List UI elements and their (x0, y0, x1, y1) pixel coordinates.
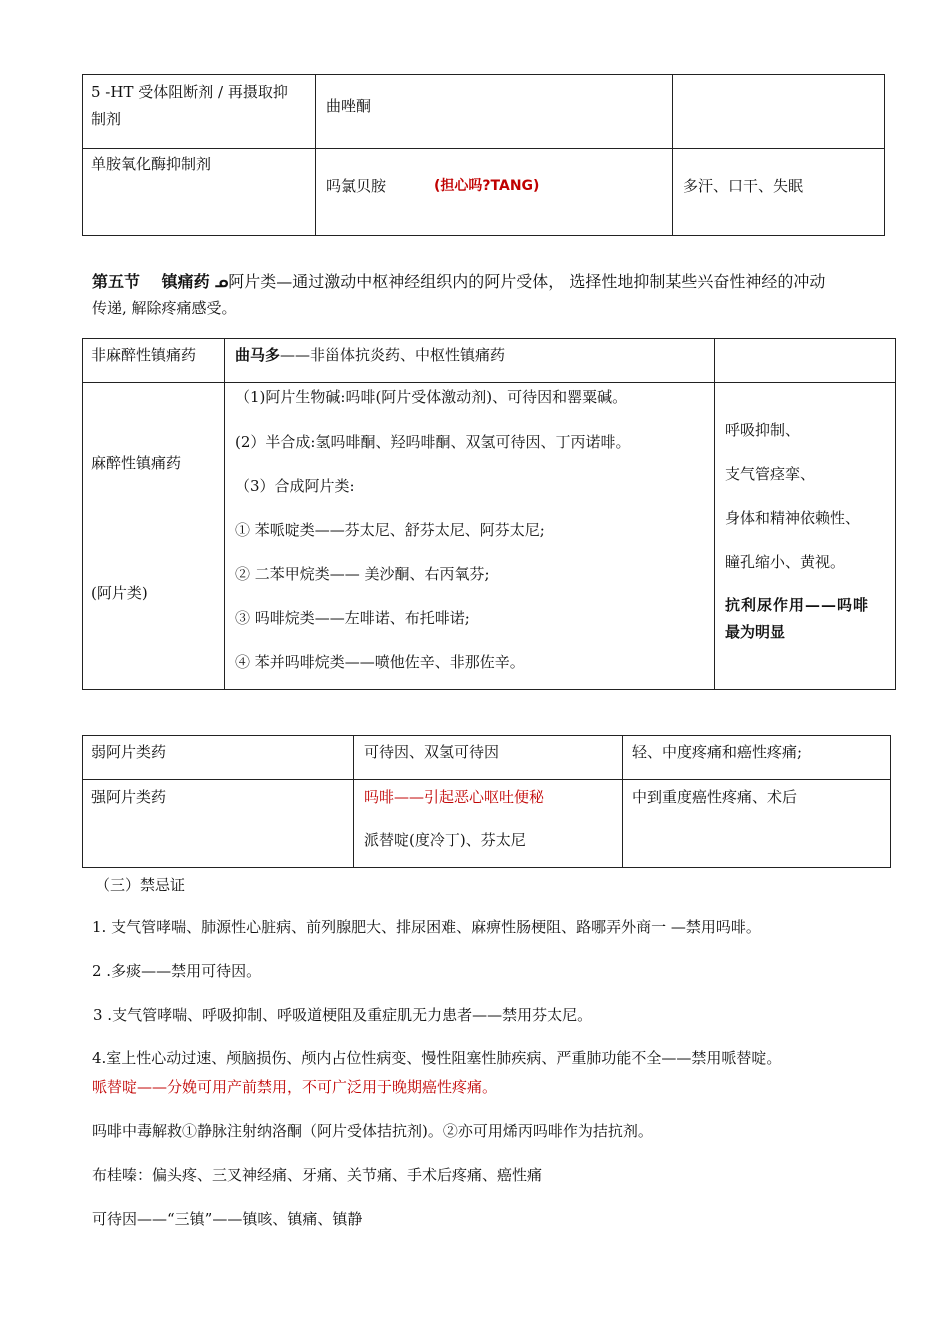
drug-class-label-cont: 制剂 (91, 110, 122, 128)
opioid-item: ④ 苯并吗啡烷类——喷他佐辛、非那佐辛。 (235, 653, 525, 671)
morphine-antidote-note: 吗啡中毒解救①静脉注射纳洛酮（阿片受体拮抗剂)。②亦可用烯丙吗啡作为拮抗剂。 (92, 1122, 653, 1140)
table-cell (316, 149, 673, 236)
opioid-item: （1)阿片生物碱:吗啡(阿片受体激动剂)、可待因和罂粟碱。 (235, 388, 628, 406)
table-cell (83, 149, 316, 236)
opioid-item: (2）半合成:氢吗啡酮、羟吗啡酮、双氢可待因、丁丙诺啡。 (235, 433, 631, 451)
contra-item-2: 2 .多痰——禁用可待因。 (92, 962, 262, 980)
side-effects: 多汗、口干、失眠 (683, 177, 804, 195)
table-cell (673, 75, 885, 149)
tramadol-desc: ——非甾体抗炎药、中枢性镇痛药 (280, 346, 506, 364)
table-cell (83, 75, 316, 149)
codeine-note: 可待因——“三镇”——镇咳、镇痛、镇静 (92, 1210, 363, 1228)
adverse-effect: 支气管痉挛、 (725, 465, 816, 483)
tramadol-name: 曲马多 (235, 346, 281, 364)
contra-item-4: 4.室上性心动过速、颅脑损伤、颅内占位性病变、慢性阻塞性肺疾病、严重肺功能不全——禁用哌替啶。 (92, 1049, 782, 1067)
table-cell (225, 339, 715, 383)
table-row (83, 149, 885, 236)
opioid-drugs: 可待因、双氢可待因 (364, 743, 500, 761)
table-row (83, 383, 896, 690)
drug-class-label: 单胺氧化酶抑制剂 (91, 155, 212, 173)
table-cell (715, 339, 896, 383)
table-row (83, 75, 885, 149)
category-label: 麻醉性镇痛药 (91, 454, 182, 472)
table-cell (623, 780, 891, 868)
category-label: 非麻醉性镇痛药 (91, 346, 197, 364)
mnemonic-note: (担心吗?TANG) (434, 178, 540, 194)
opioid-class: 弱阿片类药 (91, 743, 167, 761)
opioid-item: ① 苯哌啶类——芬太尼、舒芬太尼、阿芬太尼; (235, 521, 545, 539)
drug-name: 曲唑酮 (326, 97, 372, 115)
opioid-item: ② 二苯甲烷类—— 美沙酮、右丙氧芬; (235, 565, 490, 583)
arrow-icon: ᓄ (214, 272, 229, 291)
section-heading: 第五节 镇痛药 (92, 272, 210, 291)
drug-class-label: 5 -HT 受体阻断剂 / 再摄取抑 (91, 83, 288, 101)
adverse-effect: 瞳孔缩小、黄视。 (725, 553, 846, 571)
adverse-effect: 身体和精神依赖性、 (725, 509, 861, 527)
table-row (83, 736, 891, 780)
table-cell (225, 383, 715, 690)
bucinnazine-note: 布桂嗪：偏头疼、三叉神经痛、牙痛、关节痛、手术后疼痛、癌性痛 (92, 1166, 543, 1184)
adverse-effect-emphasis: 抗利尿作用——吗啡 (725, 596, 870, 614)
indication: 中到重度癌性疼痛、术后 (632, 788, 798, 806)
morphine-note: 吗啡——引起恶心呕吐便秘 (364, 788, 545, 806)
table-row (83, 339, 896, 383)
category-sublabel: (阿片类) (91, 584, 148, 602)
table-cell (354, 736, 623, 780)
opioid-drugs: 派替啶(度冷丁)、芬太尼 (364, 831, 526, 849)
table-cell (715, 383, 896, 690)
opioid-strength-table (82, 735, 891, 868)
table-cell (354, 780, 623, 868)
drug-name: 吗氯贝胺 (326, 177, 387, 195)
opioid-item: ③ 吗啡烷类——左啡诺、布托啡诺; (235, 609, 470, 627)
section-heading-line (92, 269, 825, 292)
pethidine-warning: 哌替啶——分娩可用产前禁用，不可广泛用于晚期癌性疼痛。 (92, 1078, 498, 1096)
table-cell (83, 383, 225, 690)
table-cell (83, 339, 225, 383)
table-cell (83, 736, 354, 780)
adverse-effect: 呼吸抑制、 (725, 421, 801, 439)
antidepressant-table (82, 74, 885, 236)
indication: 轻、中度疼痛和癌性疼痛; (632, 743, 803, 761)
analgesic-table (82, 338, 896, 690)
table-row (83, 780, 891, 868)
opioid-class: 强阿片类药 (91, 788, 167, 806)
table-cell (316, 75, 673, 149)
opioid-item: （3）合成阿片类: (235, 477, 355, 495)
section-intro: 阿片类—通过激动中枢神经组织内的阿片受体， 选择性地抑制某些兴奋性神经的冲动 (228, 272, 826, 291)
contra-title: （三）禁忌证 (95, 876, 186, 894)
tramadol-line (235, 344, 505, 365)
contra-item-3: 3 .支气管哮喘、呼吸抑制、呼吸道梗阻及重症肌无力患者——禁用芬太尼。 (93, 1006, 593, 1024)
table-cell (623, 736, 891, 780)
table-cell (83, 780, 354, 868)
contra-item-1: 1. 支气管哮喘、肺源性心脏病、前列腺肥大、排尿困难、麻痹性肠梗阻、路哪弄外商一 —禁用吗啡。 (92, 918, 761, 936)
adverse-effect-emphasis-cont: 最为明显 (725, 623, 786, 641)
table-cell (673, 149, 885, 236)
section-intro-cont: 传递, 解除疼痛感受。 (92, 299, 237, 317)
